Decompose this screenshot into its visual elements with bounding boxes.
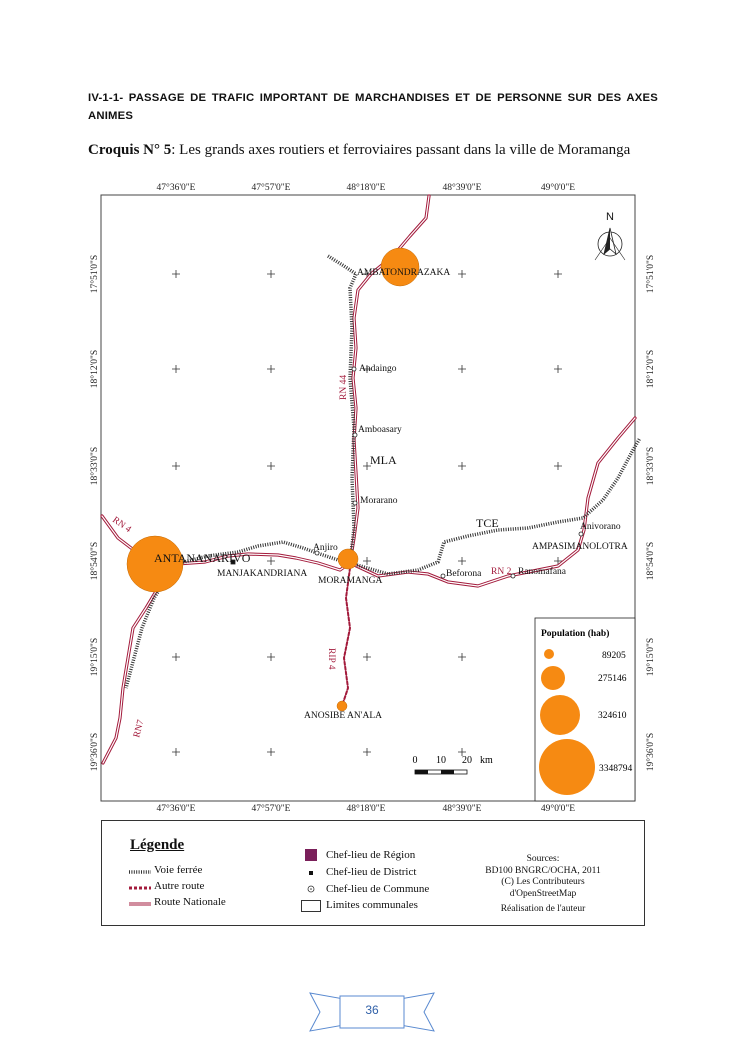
sources-label: Sources: [526, 854, 560, 864]
lat-label-left-1: 17°51'0"S [90, 254, 100, 294]
legend-sources [468, 854, 618, 900]
circle-moramanga [338, 549, 358, 569]
population-circle-3 [540, 695, 580, 735]
place-antananarivo: ANTANANARIVO [154, 551, 251, 565]
lat-label-left-6: 19°36'0"S [90, 732, 100, 772]
legend-author: Réalisation de l'auteur [500, 904, 586, 914]
railway-symbol-icon [129, 869, 151, 875]
legend-item-region-capital: Chef-lieu de Région [326, 849, 416, 861]
legend-item-commune-boundary: Limites communales [326, 899, 418, 911]
population-circle-4 [539, 739, 595, 795]
district-capital-icon [305, 868, 317, 878]
place-andaingo: Andaingo [359, 364, 397, 374]
place-beforona: Beforona [446, 569, 482, 579]
population-value-3: 324610 [598, 711, 627, 721]
place-anjiro: Anjiro [313, 543, 338, 553]
lat-label-right-2: 18°12'0"S [646, 349, 656, 389]
page-number: 36 [365, 1003, 379, 1017]
place-mla: MLA [370, 453, 397, 467]
lon-label-top-4: 48°39'0"E [442, 183, 482, 193]
sketch-map [88, 178, 656, 814]
population-legend-title: Population (hab) [541, 629, 610, 639]
road-label-rip4: RIP 4 [326, 648, 336, 670]
lon-label-bottom-4: 48°39'0"E [442, 804, 482, 814]
place-ranomafana: Ranomafana [518, 567, 567, 577]
lat-label-right-1: 17°51'0"S [646, 254, 656, 294]
lon-label-top-5: 49°0'0"E [540, 183, 576, 193]
legend-item-commune-capital: Chef-lieu de Commune [326, 883, 430, 895]
road-label-rn4: RN 4 [110, 515, 133, 536]
road-label-rn44: RN 44 [339, 374, 349, 400]
lat-label-left-2: 18°12'0"S [90, 349, 100, 389]
lon-label-top-3: 48°18'0"E [346, 183, 386, 193]
legend-item-railway: Voie ferrée [154, 864, 203, 876]
national-road-symbol-icon [129, 901, 151, 907]
legend-item-national-road: Route Nationale [154, 896, 226, 908]
legend-title: Légende [130, 837, 185, 853]
scale-tick-20: 20 [462, 755, 472, 766]
sources-bd100: BD100 BNGRC/OCHA, 2011 [485, 865, 601, 876]
place-ampasimanolotra: AMPASIMANOLOTRA [532, 542, 628, 552]
map-caption [88, 142, 630, 159]
place-anivorano: Anivorano [580, 522, 621, 532]
region-capital-icon [305, 849, 317, 861]
population-value-2: 275146 [598, 674, 627, 684]
commune-boundary-icon [301, 900, 321, 912]
lat-label-right-3: 18°33'0"S [646, 446, 656, 486]
section-heading: IV-1-1- PASSAGE DE TRAFIC IMPORTANT DE MARCHANDISES ET DE PERSONNE SUR DES AXES ANIMES [88, 92, 658, 122]
place-morarano: Morarano [360, 496, 398, 506]
scale-unit: km [480, 755, 493, 766]
lon-label-top-2: 47°57'0"E [251, 183, 291, 193]
population-value-1: 89205 [602, 651, 626, 661]
road-label-rn7: RN7 [132, 718, 147, 739]
lon-label-bottom-2: 47°57'0"E [251, 804, 291, 814]
scale-tick-0: 0 [412, 755, 418, 766]
other-road-symbol-icon [129, 885, 151, 891]
scale-tick-10: 10 [436, 755, 446, 766]
place-amboasary: Amboasary [358, 425, 402, 435]
legend-item-district-capital: Chef-lieu de District [326, 866, 417, 878]
lat-label-right-4: 18°54'0"S [646, 541, 656, 581]
commune-capital-icon [305, 884, 317, 894]
place-tce: TCE [476, 516, 499, 530]
place-manjakandriana: MANJAKANDRIANA [217, 569, 308, 579]
caption-text: : Les grands axes routiers et ferroviaires passant dans la ville de Moramanga [171, 142, 631, 158]
caption-number: Croquis N° 5 [88, 142, 172, 158]
lat-label-left-5: 19°15'0"S [90, 637, 100, 677]
population-circle-2 [541, 666, 565, 690]
lat-label-right-5: 19°15'0"S [646, 637, 656, 677]
road-label-rn2: RN 2 [491, 567, 512, 577]
lon-label-bottom-3: 48°18'0"E [346, 804, 386, 814]
circle-ambatondrazaka [381, 248, 419, 286]
lat-label-left-4: 18°54'0"S [90, 541, 100, 581]
lon-label-bottom-1: 47°36'0"E [156, 804, 196, 814]
lon-label-bottom-5: 49°0'0"E [540, 804, 576, 814]
place-ambatondrazaka: AMBATONDRAZAKA [357, 268, 451, 278]
place-moramanga: MORAMANGA [318, 576, 383, 586]
population-legend [535, 618, 635, 801]
north-label: N [606, 211, 614, 223]
map-legend [101, 820, 645, 926]
circle-anosibe [337, 701, 347, 711]
lat-label-right-6: 19°36'0"S [646, 732, 656, 772]
lat-label-left-3: 18°33'0"S [90, 446, 100, 486]
lon-label-top-1: 47°36'0"E [156, 183, 196, 193]
place-anosibe-anala: ANOSIBE AN'ALA [304, 711, 382, 721]
population-circle-1 [544, 649, 554, 659]
population-value-4: 3348794 [599, 764, 633, 774]
legend-item-other-road: Autre route [154, 880, 205, 892]
sources-osm: (C) Les Contributeurs d'OpenStreetMap [501, 877, 585, 899]
